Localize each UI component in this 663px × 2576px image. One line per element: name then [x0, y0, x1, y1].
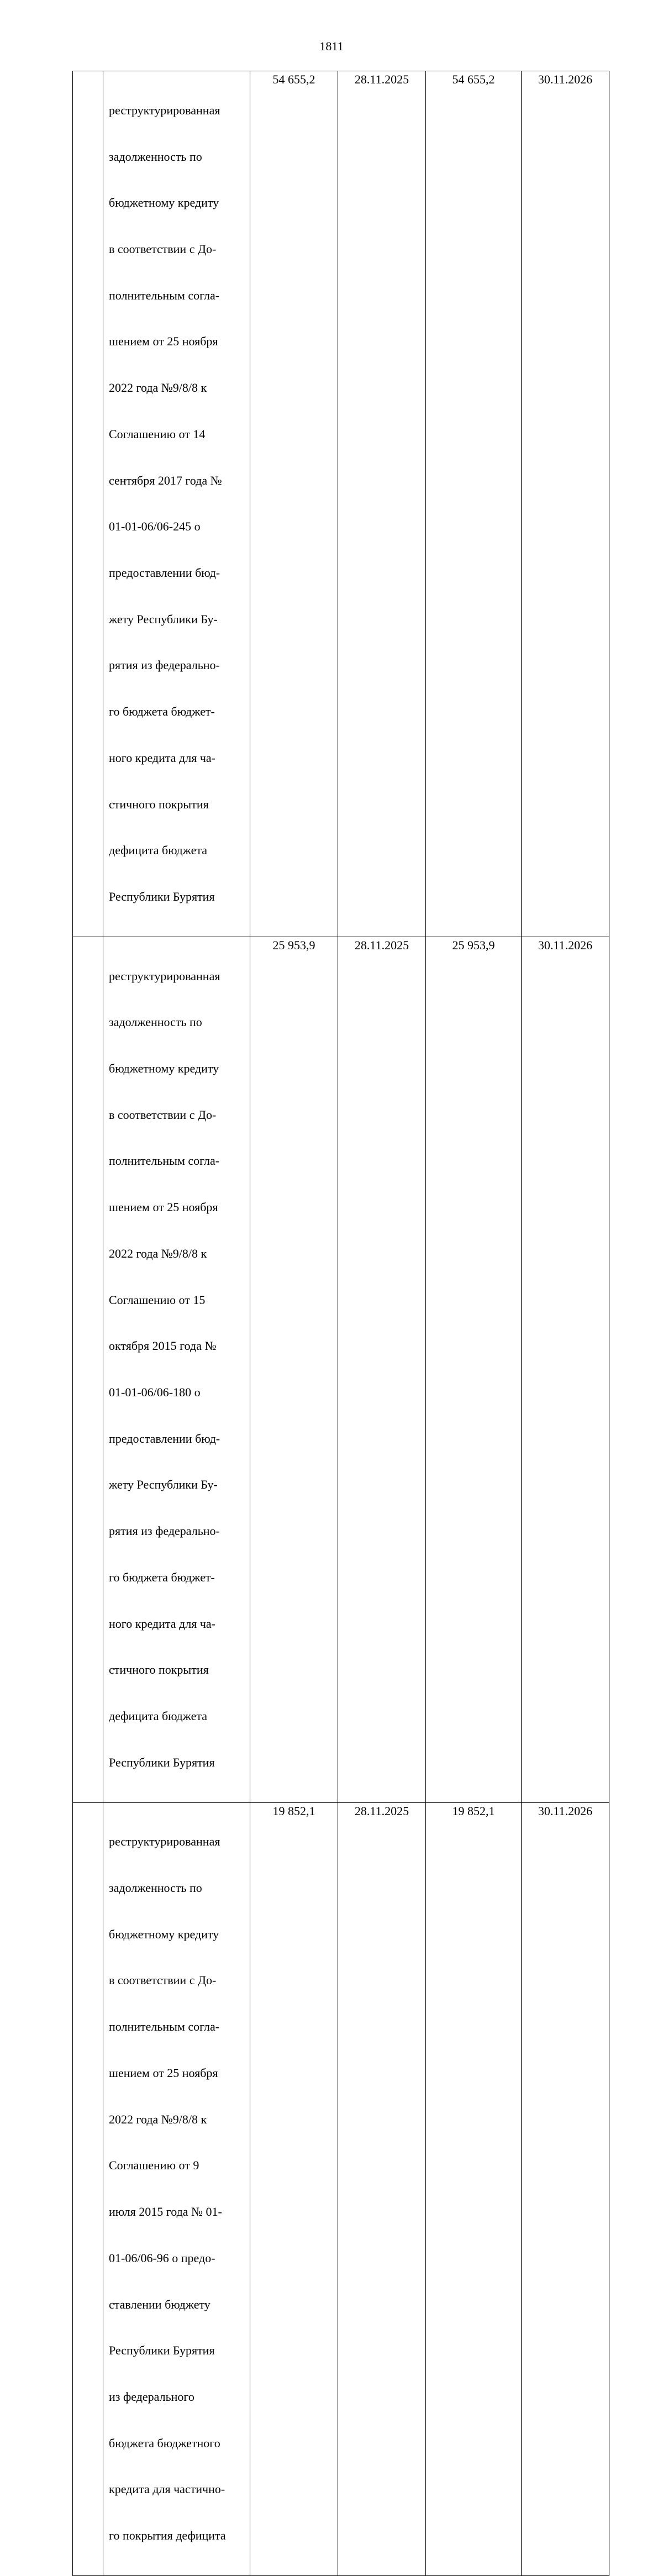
description-line: ного кредита для ча- [109, 1616, 215, 1631]
description-line: стичного покрытия [109, 1663, 209, 1677]
description-line: задолженность по [109, 149, 202, 164]
description-line: полнительным согла- [109, 1154, 220, 1168]
description-line: Соглашению от 14 [109, 427, 206, 441]
debt-table [72, 71, 609, 2576]
amount-2-cell: 54 655,2 [426, 71, 522, 937]
description-line: задолженность по [109, 1881, 202, 1895]
description-line: 01-01-06/06-180 о [109, 1385, 201, 1400]
description-line: 01-06/06-96 о предо- [109, 2251, 215, 2265]
description-line: предоставлении бюд- [109, 566, 220, 580]
description-line: в соответствии с До- [109, 1107, 217, 1122]
description-line: го покрытия дефицита [109, 2528, 226, 2543]
description-line: рятия из федерально- [109, 658, 220, 672]
description-line: реструктурированная [109, 103, 220, 117]
row-number-cell [73, 937, 103, 1802]
amount-2-cell: 19 852,1 [426, 1802, 522, 2575]
description-line: октября 2015 года № [109, 1339, 217, 1353]
description-line: Соглашению от 15 [109, 1292, 206, 1307]
description-line: ного кредита для ча- [109, 750, 215, 765]
description-line: реструктурированная [109, 1834, 220, 1849]
description-line: реструктурированная [109, 969, 220, 983]
description-line: полнительным согла- [109, 2020, 220, 2034]
description-line: жету Республики Бу- [109, 612, 218, 626]
description-line: полнительным согла- [109, 288, 220, 302]
description-line: дефицита бюджета [109, 1709, 207, 1723]
description-line: го бюджета бюджет- [109, 1570, 215, 1584]
description-line: стичного покрытия [109, 797, 209, 811]
description-line: июля 2015 года № 01- [109, 2205, 222, 2219]
amount-cell: 25 953,9 [250, 937, 338, 1802]
description-cell [103, 71, 250, 937]
description-line: шением от 25 ноября [109, 2065, 218, 2080]
description-line: бюджетному кредиту [109, 196, 219, 210]
description-line: 2022 года №9/8/8 к [109, 1246, 207, 1260]
description-line: из федерального [109, 2389, 194, 2404]
table-row [73, 1802, 609, 2575]
table-row [73, 937, 609, 1802]
date-cell: 28.11.2025 [338, 71, 426, 937]
description-line: 01-01-06/06-245 о [109, 519, 201, 534]
description-line: Соглашению от 9 [109, 2158, 199, 2173]
row-number-cell [73, 71, 103, 937]
amount-2-cell: 25 953,9 [426, 937, 522, 1802]
amount-cell: 19 852,1 [250, 1802, 338, 2575]
page-number: 1811 [319, 39, 344, 53]
description-line: бюджета бюджетного [109, 2436, 220, 2450]
description-line: бюджетному кредиту [109, 1061, 219, 1075]
description-line: шением от 25 ноября [109, 334, 218, 349]
description-line: рятия из федерально- [109, 1524, 220, 1538]
description-line: жету Республики Бу- [109, 1478, 218, 1492]
description-line: в соответствии с До- [109, 1973, 217, 1988]
description-line: в соответствии с До- [109, 241, 217, 256]
date-cell: 28.11.2025 [338, 1802, 426, 2575]
description-line: сентября 2017 года № [109, 473, 222, 487]
description-line: Республики Бурятия [109, 890, 215, 904]
date-2-cell: 30.11.2026 [522, 937, 609, 1802]
date-2-cell: 30.11.2026 [522, 71, 609, 937]
description-line: го бюджета бюджет- [109, 705, 215, 719]
description-line: предоставлении бюд- [109, 1431, 220, 1445]
description-line: Республики Бурятия [109, 1755, 215, 1769]
table-row [73, 71, 609, 937]
description-line: шением от 25 ноября [109, 1200, 218, 1215]
date-2-cell: 30.11.2026 [522, 1802, 609, 2575]
amount-cell: 54 655,2 [250, 71, 338, 937]
description-cell [103, 1802, 250, 2575]
description-line: 2022 года №9/8/8 к [109, 2112, 207, 2126]
description-line: Республики Бурятия [109, 2343, 215, 2358]
description-line: 2022 года №9/8/8 к [109, 381, 207, 395]
description-line: задолженность по [109, 1015, 202, 1029]
row-number-cell [73, 1802, 103, 2575]
description-line: кредита для частично- [109, 2482, 225, 2496]
description-line: ставлении бюджету [109, 2297, 211, 2311]
description-cell [103, 937, 250, 1802]
description-line: бюджетному кредиту [109, 1927, 219, 1941]
description-line: дефицита бюджета [109, 843, 207, 858]
date-cell: 28.11.2025 [338, 937, 426, 1802]
